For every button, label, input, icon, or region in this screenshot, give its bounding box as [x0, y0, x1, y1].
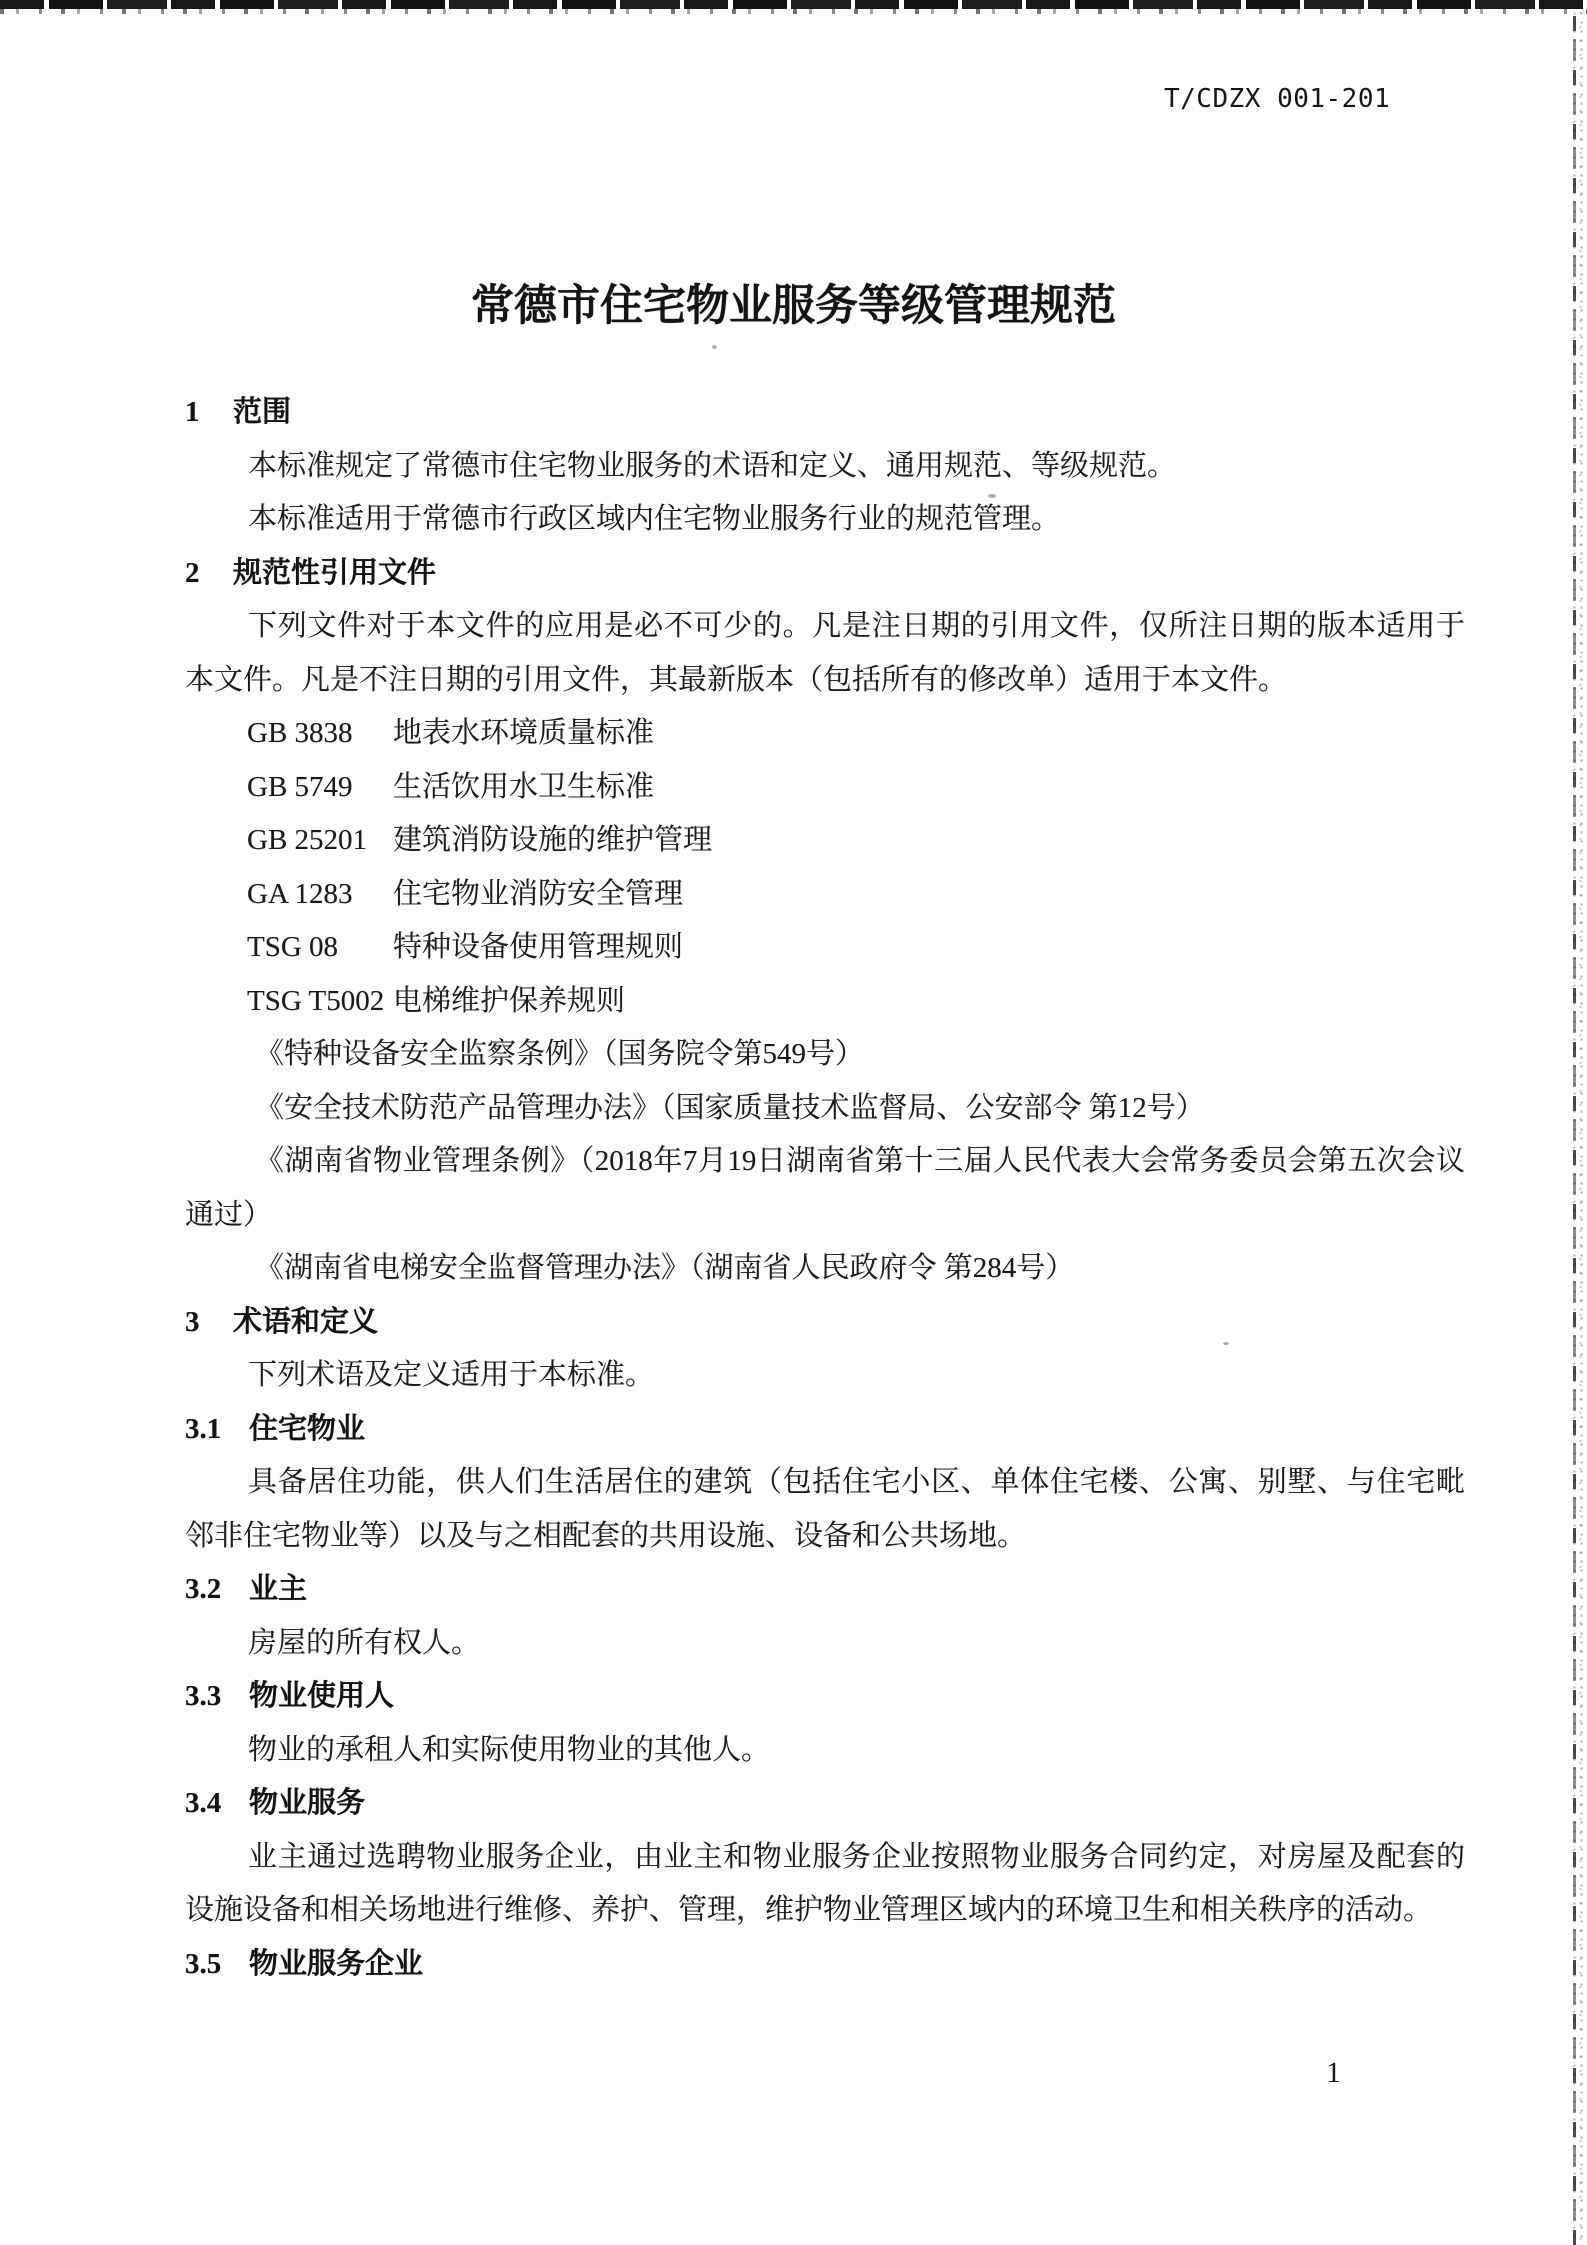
- reference-item: [185, 868, 1465, 922]
- reference-title: 生活饮用水卫生标准: [393, 770, 655, 803]
- term-title: 物业服务: [249, 1787, 366, 1819]
- reference-title: 建筑消防设施的维护管理: [393, 824, 713, 856]
- reference-code: TSG T5002: [247, 984, 385, 1017]
- standard-code: T/CDZX 001-201: [1164, 84, 1391, 114]
- paragraph: 本标准适用于常德市行政区域内住宅物业服务行业的规范管理。: [248, 503, 1061, 535]
- term-title: 物业使用人: [249, 1680, 395, 1712]
- section-title: 范围: [233, 396, 292, 428]
- term-definition: 物业的承租人和实际使用物业的其他人。: [248, 1733, 771, 1766]
- reference-item: [185, 814, 1465, 868]
- section-3-heading: [185, 1296, 1465, 1350]
- reference-item: [185, 921, 1465, 975]
- term-definition: 房屋的所有权人。: [248, 1626, 481, 1659]
- reference-item: [185, 707, 1465, 761]
- term-title: 物业服务企业: [249, 1947, 424, 1980]
- paragraph: 本标准规定了常德市住宅物业服务的术语和定义、通用规范、等级规范。: [248, 449, 1177, 482]
- scan-speck: [712, 345, 717, 349]
- reference-code: GB 25201: [247, 824, 368, 856]
- term-number: 3.2: [185, 1573, 222, 1605]
- citation: 《安全技术防范产品管理办法》（国家质量技术监督局、公安部令 第12号）: [255, 1091, 1205, 1124]
- paragraph: 下列术语及定义适用于本标准。: [248, 1359, 655, 1391]
- document-body: [185, 386, 1465, 1991]
- reference-title: 地表水环境质量标准: [393, 717, 655, 749]
- reference-item: [185, 975, 1465, 1029]
- scan-artifact-right-noise: [1571, 0, 1587, 2245]
- term-number: 3.1: [185, 1412, 222, 1445]
- term-definition: 业主通过选聘物业服务企业，由业主和物业服务企业按照物业服务合同约定，对房屋及配套的设施设备和相关场地进行维修、养护、管理，维护物业管理区域内的环境卫生和相关秩序的活动。: [185, 1840, 1465, 1926]
- document-title: 常德市住宅物业服务等级管理规范: [471, 282, 1116, 330]
- term-number: 3.3: [185, 1680, 222, 1712]
- reference-code: TSG 08: [247, 931, 339, 963]
- section-number: 2: [185, 556, 200, 589]
- page-number: 1: [1326, 2056, 1341, 2089]
- section-title: 术语和定义: [233, 1305, 379, 1338]
- reference-title: 特种设备使用管理规则: [393, 931, 684, 963]
- reference-code: GA 1283: [247, 877, 353, 910]
- term-3-4-heading: [185, 1777, 1465, 1831]
- citation: 《湖南省电梯安全监督管理办法》（湖南省人民政府令 第284号）: [255, 1252, 1075, 1284]
- reference-title: 电梯维护保养规则: [393, 984, 626, 1017]
- term-3-1-heading: [185, 1403, 1465, 1457]
- scan-artifact-top-edge: [0, 0, 1587, 18]
- section-title: 规范性引用文件: [233, 556, 437, 589]
- section-number: 1: [185, 396, 200, 428]
- term-number: 3.4: [185, 1787, 222, 1819]
- term-3-2-heading: [185, 1563, 1465, 1617]
- citation: 《湖南省物业管理条例》（2018年7月19日湖南省第十三届人民代表大会常务委员会第五次会议通过）: [185, 1145, 1465, 1231]
- term-number: 3.5: [185, 1947, 222, 1980]
- reference-code: GB 3838: [247, 717, 353, 749]
- reference-item: [185, 761, 1465, 815]
- term-title: 住宅物业: [249, 1412, 366, 1445]
- citation: 《特种设备安全监察条例》（国务院令第549号）: [255, 1038, 865, 1070]
- section-number: 3: [185, 1305, 200, 1338]
- reference-code: GB 5749: [247, 770, 353, 803]
- section-1-heading: [185, 386, 1465, 440]
- term-3-5-heading: [185, 1938, 1465, 1992]
- term-3-3-heading: [185, 1670, 1465, 1724]
- paragraph: 下列文件对于本文件的应用是必不可少的。凡是注日期的引用文件，仅所注日期的版本适用于本文件。凡是不注日期的引用文件，其最新版本（包括所有的修改单）适用于本文件。: [185, 610, 1465, 696]
- term-definition: 具备居住功能，供人们生活居住的建筑（包括住宅小区、单体住宅楼、公寓、别墅、与住宅毗邻非住宅物业等）以及与之相配套的共用设施、设备和公共场地。: [185, 1466, 1465, 1552]
- section-2-heading: [185, 547, 1465, 601]
- reference-title: 住宅物业消防安全管理: [393, 877, 684, 910]
- term-title: 业主: [249, 1573, 308, 1605]
